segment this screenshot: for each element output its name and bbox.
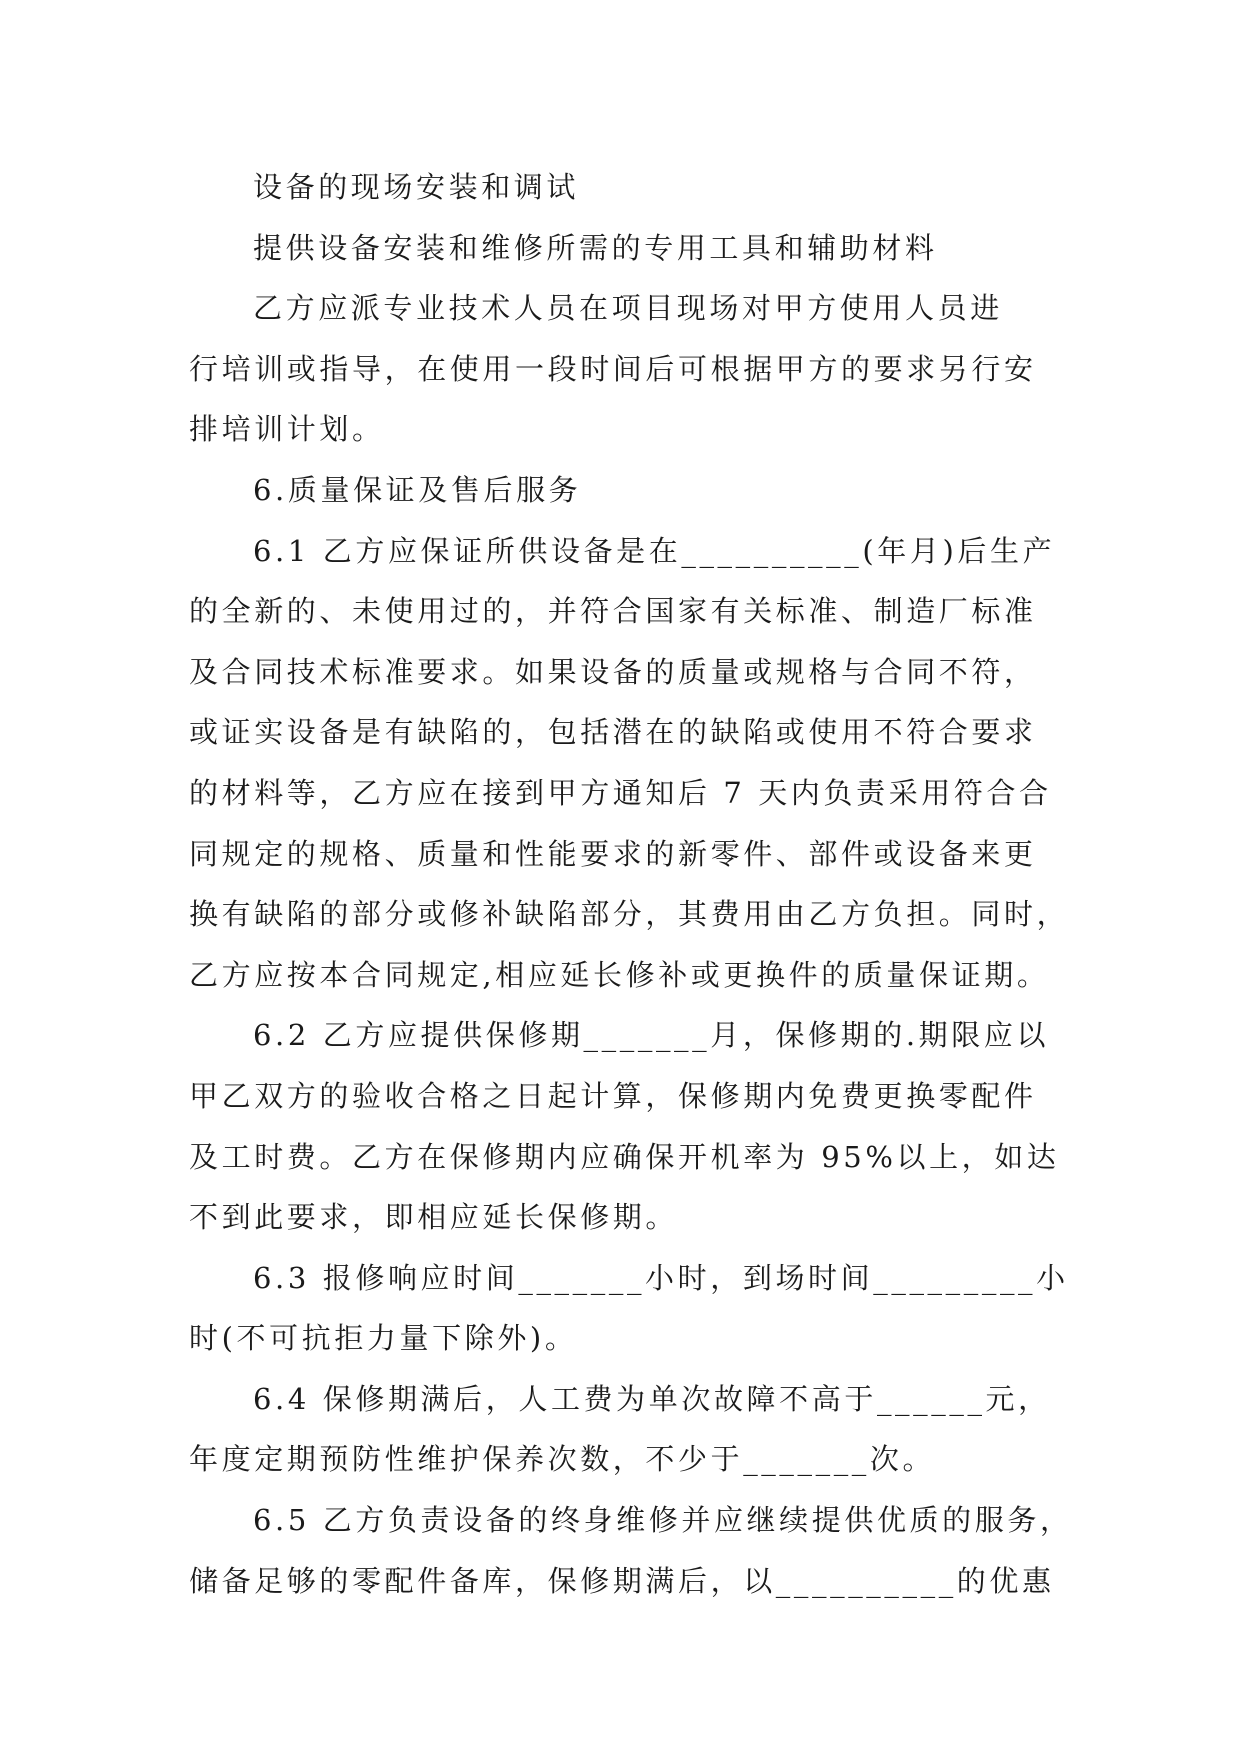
text-line: 的材料等，乙方应在接到甲方通知后 7 天内负责采用符合合 xyxy=(189,775,1052,810)
text-line: 储备足够的零配件备库，保修期满后，以__________的优惠 xyxy=(189,1563,1055,1598)
document-text xyxy=(189,157,1073,1611)
text-line: 时(不可抗拒力量下除外)。 xyxy=(189,1321,578,1356)
text-line: 排培训计划。 xyxy=(189,412,385,447)
text-line: 乙方应按本合同规定,相应延长修补或更换件的质量保证期。 xyxy=(189,957,1050,992)
text-line: 或证实设备是有缺陷的，包括潜在的缺陷或使用不符合要求 xyxy=(189,715,1037,750)
text-line: 同规定的规格、质量和性能要求的新零件、部件或设备来更 xyxy=(189,836,1037,871)
text-line: 乙方应派专业技术人员在项目现场对甲方使用人员进 xyxy=(253,291,1003,326)
text-line: 6.1 乙方应保证所供设备是在__________(年月)后生产 xyxy=(253,533,1056,568)
text-line: 的全新的、未使用过的，并符合国家有关标准、制造厂标准 xyxy=(189,594,1037,629)
text-line: 行培训或指导，在使用一段时间后可根据甲方的要求另行安 xyxy=(189,351,1037,386)
text-line: 及工时费。乙方在保修期内应确保开机率为 95%以上，如达 xyxy=(189,1139,1060,1174)
text-line: 6.4 保修期满后，人工费为单次故障不高于______元， xyxy=(253,1381,1051,1416)
text-line: 设备的现场安装和调试 xyxy=(253,170,580,204)
document-body xyxy=(189,157,1073,1611)
text-line: 换有缺陷的部分或修补缺陷部分，其费用由乙方负担。同时， xyxy=(189,897,1070,932)
text-line: 6.5 乙方负责设备的终身维修并应继续提供优质的服务， xyxy=(253,1503,1073,1538)
text-line: 提供设备安装和维修所需的专用工具和辅助材料 xyxy=(253,230,938,265)
text-line: 及合同技术标准要求。如果设备的质量或规格与合同不符， xyxy=(189,654,1037,689)
text-line: 6.3 报修响应时间_______小时，到场时间_________小 xyxy=(253,1260,1069,1295)
text-line: 不到此要求，即相应延长保修期。 xyxy=(189,1200,679,1235)
text-line: 甲乙双方的验收合格之日起计算，保修期内免费更换零配件 xyxy=(189,1078,1037,1113)
section-heading: 6.质量保证及售后服务 xyxy=(253,472,582,507)
text-line: 6.2 乙方应提供保修期_______月，保修期的.期限应以 xyxy=(253,1018,1050,1053)
text-line: 年度定期预防性维护保养次数，不少于_______次。 xyxy=(189,1442,936,1477)
